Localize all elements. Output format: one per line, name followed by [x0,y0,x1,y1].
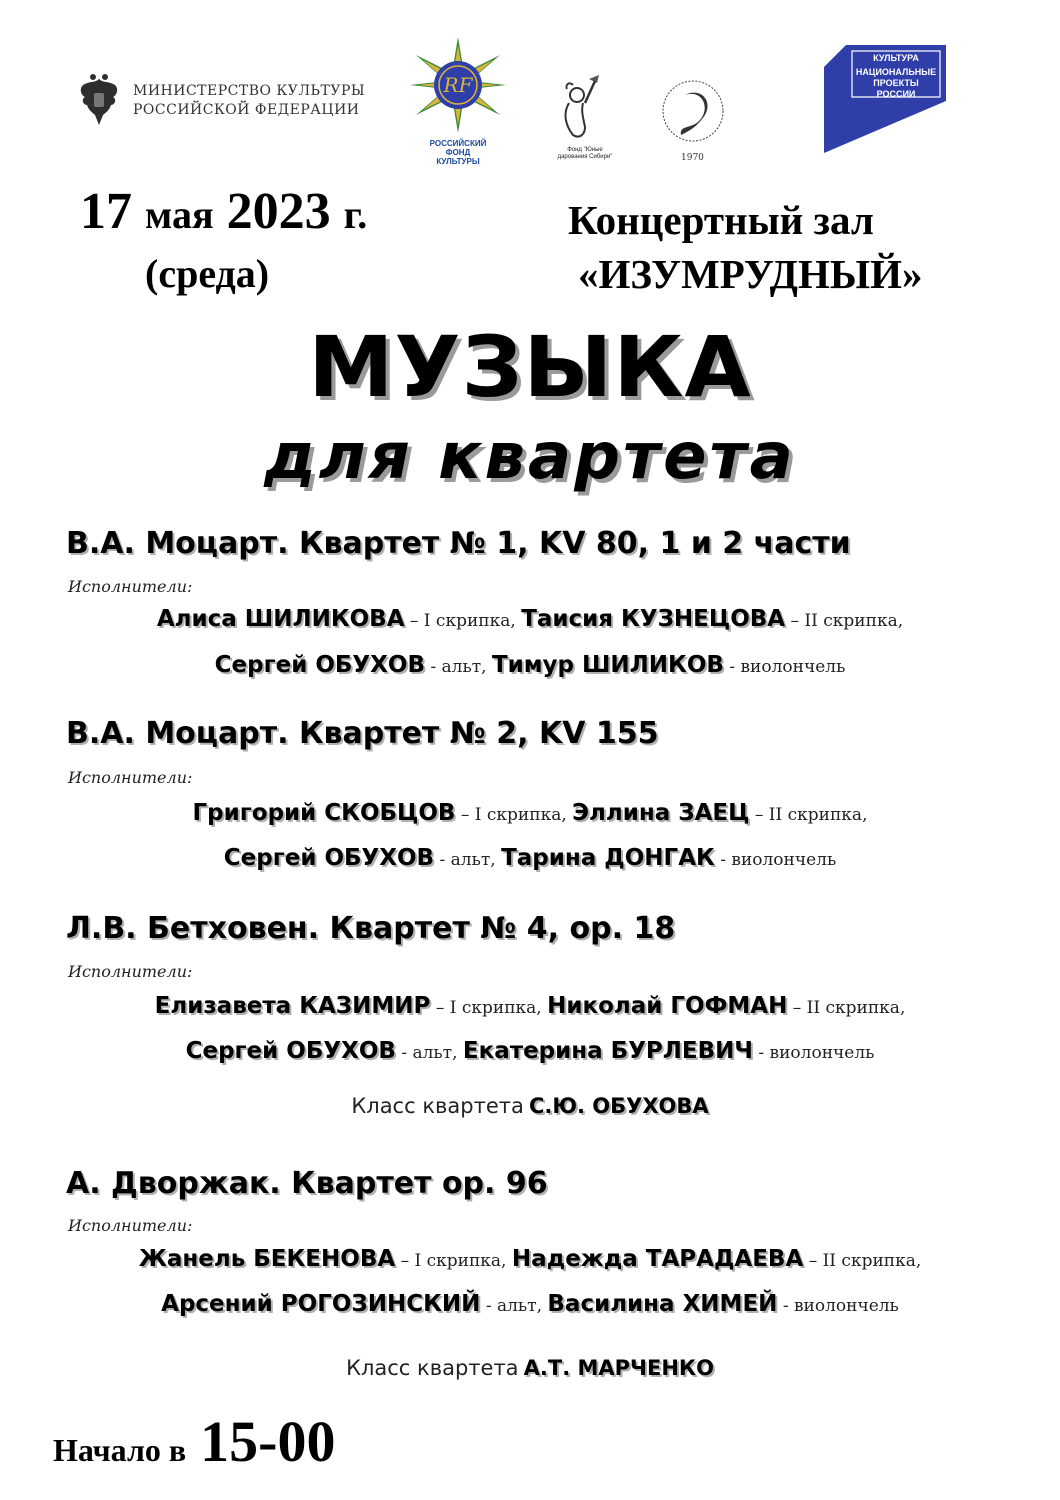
fund-caption-line1: Фонд "Юные [567,147,603,153]
performer: Таисия КУЗНЕЦОВА [521,606,786,632]
star-emblem-icon [408,35,508,135]
date-year-suffix: г. [343,192,368,237]
role: – II скрипка, [754,805,868,825]
role: - альт, [401,1043,458,1063]
performer: Арсений РОГОЗИНСКИЙ [161,1291,481,1317]
role: – I скрипка, [400,1251,507,1271]
class-teacher: А.Т. МАРЧЕНКО [523,1356,714,1380]
role: – I скрипка, [435,998,542,1018]
class-label: Класс квартета [351,1094,524,1118]
rfk-line3: КУЛЬТУРЫ [436,157,480,166]
performers-line-1b [0,652,1060,678]
performers-label-4: Исполнители: [68,1216,193,1235]
performer: Тимур ШИЛИКОВ [491,652,724,678]
school-year: 1970 [681,153,704,163]
kultura-line2: ПРОЕКТЫ [873,78,919,88]
role: - виолончель [729,657,846,677]
class-teacher: С.Ю. ОБУХОВА [528,1094,709,1118]
role: - виолончель [758,1043,875,1063]
kultura-line3: РОССИИ [876,89,916,99]
ministry-line1: МИНИСТЕРСТВО КУЛЬТУРЫ [133,83,366,99]
performer: Алиса ШИЛИКОВА [156,606,405,632]
lyre-ring-icon [655,65,730,165]
performers-line-3a [0,993,1060,1019]
role: - виолончель [782,1296,899,1316]
performers-line-4a [0,1246,1060,1272]
quartet-class-2 [0,1356,1060,1380]
work-title-3: Л.В. Бетховен. Квартет № 4, ор. 18 [66,911,676,946]
kultura-line1: НАЦИОНАЛЬНЫЕ [855,67,937,77]
poster-title: МУЗЫКА [308,318,752,416]
role: – I скрипка, [409,611,516,631]
performers-label-1: Исполнители: [68,577,193,596]
russian-culture-fund-logo [403,35,513,166]
performers-line-4b [0,1291,1060,1317]
performer: Тарина ДОНГАК [501,845,715,871]
national-projects-logo [824,45,946,153]
rfk-line2: ФОНД [445,148,471,157]
performer: Екатерина БУРЛЕВИЧ [462,1038,753,1064]
music-school-logo [655,65,730,175]
performer: Жанель БЕКЕНОВА [138,1246,396,1272]
poster-subtitle: для квартета [264,420,796,494]
role: - виолончель [720,850,837,870]
concert-date [80,182,367,245]
performer: Эллина ЗАЕЦ [572,800,750,826]
performers-line-2a [0,800,1060,826]
young-talents-fund-logo [545,73,625,161]
role: - альт, [430,657,487,677]
performer: Надежда ТАРАДАЕВА [511,1246,804,1272]
performer: Николай ГОФМАН [547,993,788,1019]
performer: Сергей ОБУХОВ [223,845,435,871]
hall-line1: Концертный зал [568,197,874,243]
hall-name: «ИЗУМРУДНЫЙ» [578,251,923,297]
work-title-1: В.А. Моцарт. Квартет № 1, KV 80, 1 и 2 части [66,526,851,561]
work-title-4: А. Дворжак. Квартет ор. 96 [66,1166,548,1201]
concert-weekday: (среда) [145,251,270,296]
svg-text:RF: RF [443,73,473,97]
double-headed-eagle-icon [75,73,123,129]
role: – II скрипка, [808,1251,922,1271]
performers-label-3: Исполнители: [68,962,193,981]
performer: Григорий СКОБЦОВ [192,800,456,826]
performers-label-2: Исполнители: [68,768,193,787]
performers-line-3b [0,1038,1060,1064]
date-month: мая [145,192,214,237]
performer: Сергей ОБУХОВ [214,652,425,678]
role: - альт, [485,1296,542,1316]
ministry-line2: РОССИЙСКОЙ ФЕДЕРАЦИИ [133,102,360,118]
performer: Сергей ОБУХОВ [185,1038,396,1064]
date-day: 17 [80,183,132,240]
role: – I скрипка, [460,805,567,825]
work-title-2: В.А. Моцарт. Квартет № 2, KV 155 [66,716,659,751]
start-time-value: 15-00 [200,1409,336,1474]
start-label: Начало в [53,1432,187,1468]
performers-line-1a [0,606,1060,632]
start-time [53,1408,336,1475]
fund-caption-line2: дарования Сибири" [557,154,613,160]
ministry-of-culture-logo [75,73,365,129]
performer: Василина ХИМЕЙ [547,1291,778,1317]
performers-line-2b [0,845,1060,871]
date-year: 2023 [226,183,331,240]
quartet-class-1 [0,1094,1060,1118]
kultura-label: КУЛЬТУРА [873,53,919,63]
role: - альт, [439,850,496,870]
rfk-line1: РОССИЙСКИЙ [429,139,487,148]
role: – II скрипка, [790,611,904,631]
role: – II скрипка, [792,998,906,1018]
logo-row [0,35,1060,175]
performer: Елизавета КАЗИМИР [154,993,431,1019]
figure-with-torch-icon [555,73,615,143]
class-label: Класс квартета [346,1356,519,1380]
